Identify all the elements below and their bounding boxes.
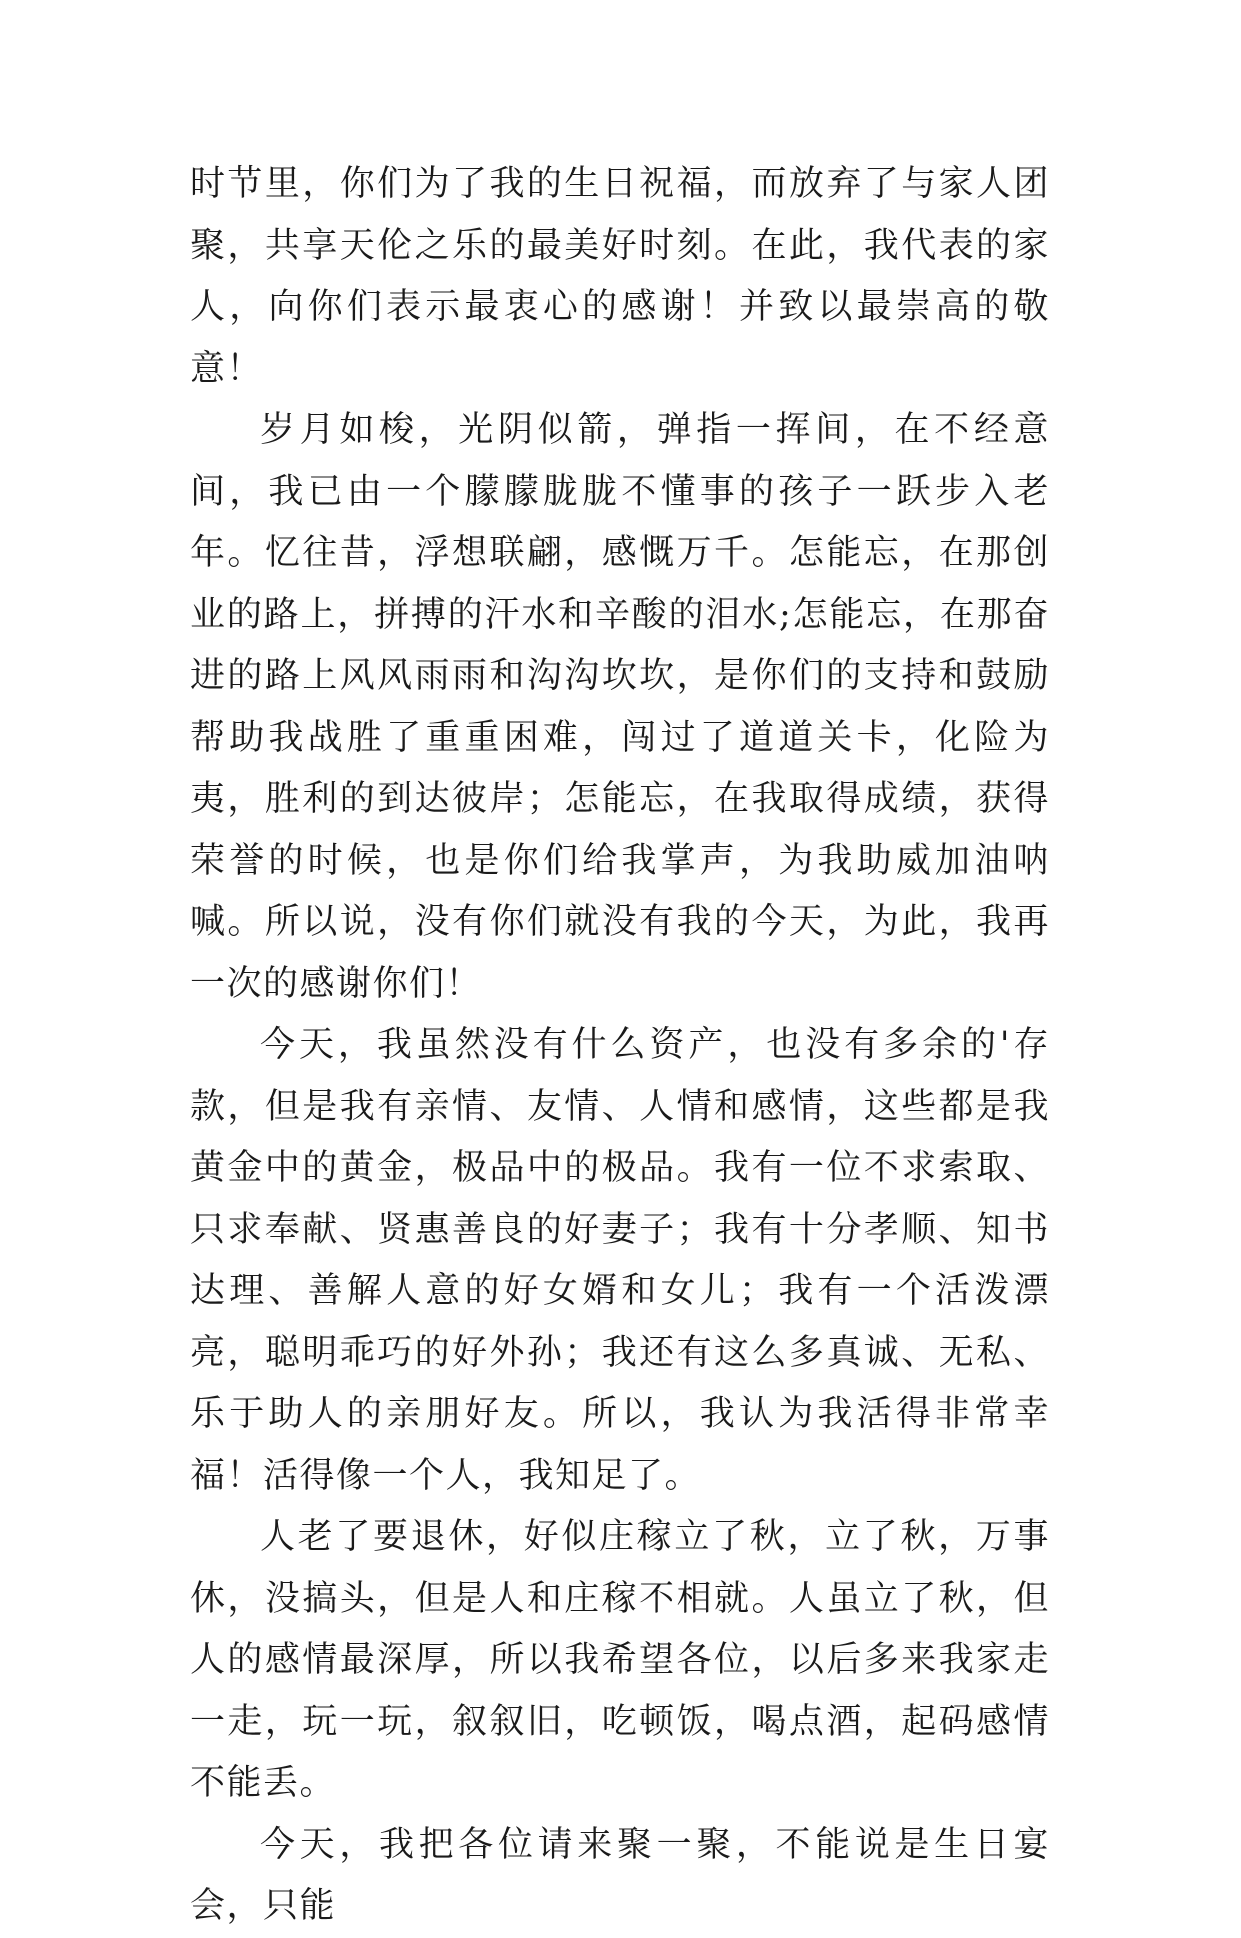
paragraph-5: 今天，我把各位请来聚一聚，不能说是生日宴会，只能 (190, 1824, 1050, 1926)
paragraph-1: 时节里，你们为了我的生日祝福，而放弃了与家人团聚，共享天伦之乐的最美好时刻。在此，我代表的家人，向你们表示最衷心的感谢！并致以最崇高的敬意！ (190, 164, 1050, 389)
paragraph-4: 人老了要退休，好似庄稼立了秋，立了秋，万事休，没搞头，但是人和庄稼不相就。人虽立了秋，但人的感情最深厚，所以我希望各位，以后多来我家走一走，玩一玩，叙叙旧，吃顿饭，喝点酒，起码感情不能丢。 (190, 1517, 1050, 1803)
paragraph-2: 岁月如梭，光阴似箭，弹指一挥间，在不经意间，我已由一个朦朦胧胧不懂事的孩子一跃步入老年。忆往昔，浮想联翩，感慨万千。怎能忘，在那创业的路上，拼搏的汗水和辛酸的泪水;怎能忘，在那奋进的路上风风雨雨和沟沟坎坎，是你们的支持和鼓励帮助我战胜了重重困难，闯过了道道关卡，化险为夷，胜利的到达彼岸；怎能忘，在我取得成绩，获得荣誉的时候，也是你们给我掌声，为我助威加油呐喊。所以说，没有你们就没有我的今天，为此，我再一次的感谢你们！ (190, 410, 1050, 1004)
paragraph-3: 今天，我虽然没有什么资产，也没有多余的'存款，但是我有亲情、友情、人情和感情，这些都是我黄金中的黄金，极品中的极品。我有一位不求索取、只求奉献、贤惠善良的好妻子；我有十分孝顺、知书达理、善解人意的好女婿和女儿；我有一个活泼漂亮，聪明乖巧的好外孙；我还有这么多真诚、无私、乐于助人的亲朋好友。所以，我认为我活得非常幸福！活得像一个人，我知足了。 (190, 1025, 1050, 1496)
document-body (190, 154, 1050, 1938)
